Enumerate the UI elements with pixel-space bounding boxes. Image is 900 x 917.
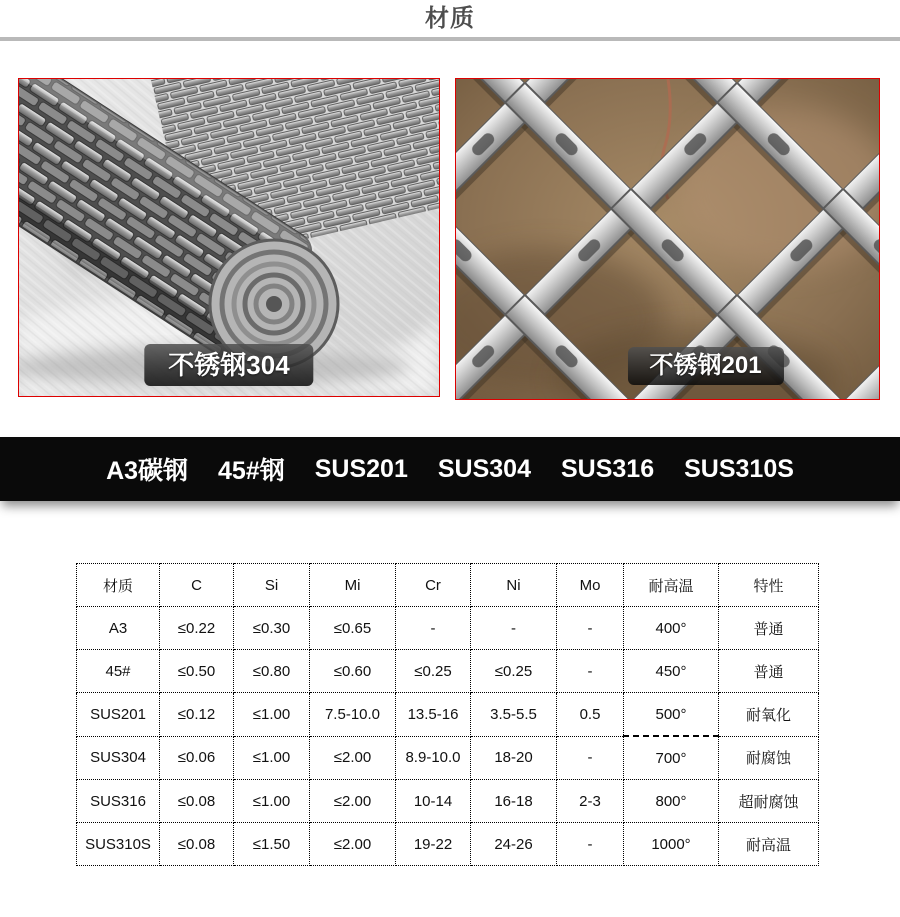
table-cell: - xyxy=(557,607,624,650)
table-cell: 耐氧化 xyxy=(719,693,819,737)
table-cell: - xyxy=(557,823,624,866)
table-cell: - xyxy=(471,607,557,650)
table-cell: ≤0.30 xyxy=(234,607,310,650)
banner-item: SUS201 xyxy=(314,454,408,483)
column-header: 特性 xyxy=(719,564,819,607)
table-row xyxy=(77,607,819,650)
table-cell: 1000° xyxy=(624,823,719,866)
column-header: Cr xyxy=(396,564,471,607)
spec-table xyxy=(76,563,819,866)
table-cell: 19-22 xyxy=(396,823,471,866)
table-cell: ≤0.65 xyxy=(310,607,396,650)
table-cell: ≤1.00 xyxy=(234,780,310,823)
table-cell: ≤0.12 xyxy=(160,693,234,737)
table-header-row xyxy=(77,564,819,607)
image-label-sus304: 不锈钢304 xyxy=(144,344,313,386)
table-cell: - xyxy=(557,650,624,693)
table-cell: SUS201 xyxy=(77,693,160,737)
table-cell: 13.5-16 xyxy=(396,693,471,737)
table-cell: ≤0.60 xyxy=(310,650,396,693)
banner-item: 45#钢 xyxy=(218,457,285,485)
banner-item: SUS316 xyxy=(561,454,655,483)
table-cell: 8.9-10.0 xyxy=(396,736,471,780)
table-cell: SUS316 xyxy=(77,780,160,823)
table-cell: ≤0.50 xyxy=(160,650,234,693)
table-cell: 700° xyxy=(624,736,719,780)
table-cell: 3.5-5.5 xyxy=(471,693,557,737)
page-title: 材质 xyxy=(425,5,475,32)
table-cell: - xyxy=(557,736,624,780)
banner-item: SUS304 xyxy=(437,454,531,483)
banner-item: SUS310S xyxy=(684,454,794,483)
table-row xyxy=(77,693,819,737)
table-cell: ≤2.00 xyxy=(310,780,396,823)
title-divider xyxy=(0,37,900,41)
table-cell: 450° xyxy=(624,650,719,693)
table-cell: ≤0.22 xyxy=(160,607,234,650)
column-header: Ni xyxy=(471,564,557,607)
table-cell: ≤0.25 xyxy=(396,650,471,693)
product-image-sus304 xyxy=(18,78,440,397)
table-cell: 800° xyxy=(624,780,719,823)
table-cell: ≤0.80 xyxy=(234,650,310,693)
table-cell: ≤0.25 xyxy=(471,650,557,693)
table-cell: - xyxy=(396,607,471,650)
table-cell: 耐腐蚀 xyxy=(719,736,819,780)
table-row xyxy=(77,650,819,693)
table-cell: 0.5 xyxy=(557,693,624,737)
table-row xyxy=(77,736,819,780)
table-cell: A3 xyxy=(77,607,160,650)
table-cell: 耐高温 xyxy=(719,823,819,866)
table-row xyxy=(77,823,819,866)
table-cell: 24-26 xyxy=(471,823,557,866)
table-cell: SUS304 xyxy=(77,736,160,780)
table-row xyxy=(77,780,819,823)
column-header: Si xyxy=(234,564,310,607)
table-cell: ≤2.00 xyxy=(310,823,396,866)
column-header: C xyxy=(160,564,234,607)
table-cell: ≤1.50 xyxy=(234,823,310,866)
table-cell: 7.5-10.0 xyxy=(310,693,396,737)
banner-item: A3碳钢 xyxy=(106,457,189,485)
table-cell: ≤0.08 xyxy=(160,780,234,823)
table-cell: 2-3 xyxy=(557,780,624,823)
table-cell: 普通 xyxy=(719,650,819,693)
product-image-sus201 xyxy=(455,78,880,400)
table-cell: 500° xyxy=(624,693,719,737)
table-cell: SUS310S xyxy=(77,823,160,866)
column-header: 耐高温 xyxy=(624,564,719,607)
image-label-sus201: 不锈钢201 xyxy=(628,347,784,385)
table-cell: 10-14 xyxy=(396,780,471,823)
table-cell: ≤1.00 xyxy=(234,693,310,737)
table-cell: 45# xyxy=(77,650,160,693)
table-cell: 超耐腐蚀 xyxy=(719,780,819,823)
table-cell: 18-20 xyxy=(471,736,557,780)
table-body xyxy=(77,607,819,866)
product-image-gallery xyxy=(0,78,900,398)
column-header: Mo xyxy=(557,564,624,607)
table-cell: ≤2.00 xyxy=(310,736,396,780)
table-cell: ≤1.00 xyxy=(234,736,310,780)
table-cell: ≤0.06 xyxy=(160,736,234,780)
column-header: 材质 xyxy=(77,564,160,607)
material-banner xyxy=(0,437,900,501)
table-cell: ≤0.08 xyxy=(160,823,234,866)
table-cell: 400° xyxy=(624,607,719,650)
table-cell: 16-18 xyxy=(471,780,557,823)
column-header: Mi xyxy=(310,564,396,607)
table-cell: 普通 xyxy=(719,607,819,650)
